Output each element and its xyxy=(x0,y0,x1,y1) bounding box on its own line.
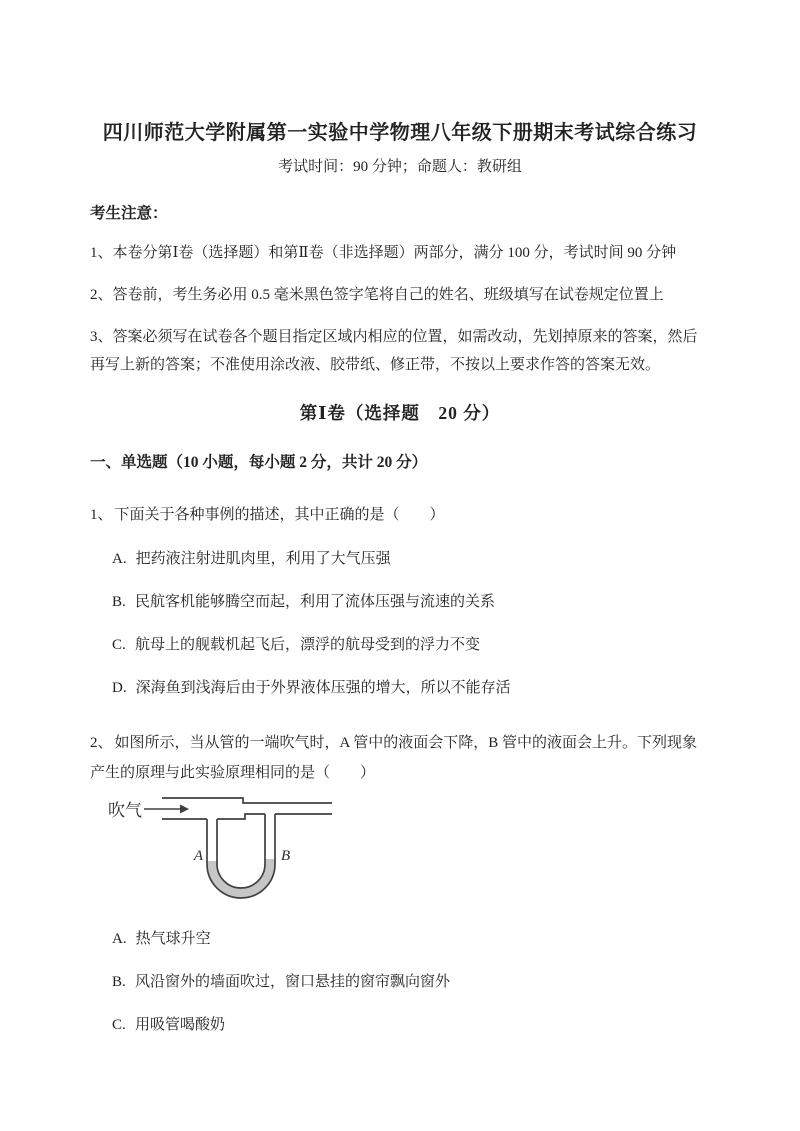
option-text: 航母上的舰载机起飞后，漂浮的航母受到的浮力不变 xyxy=(135,637,481,653)
question-2-number: 2、 xyxy=(90,735,113,751)
notice-heading: 考生注意： xyxy=(90,205,168,222)
question-1-option-d xyxy=(90,674,710,702)
question-1-option-a xyxy=(90,545,710,573)
option-text: 民航客机能够腾空而起，利用了流体压强与流速的关系 xyxy=(135,594,496,610)
option-text: 风沿窗外的墙面吹过，窗口悬挂的窗帘飘向窗外 xyxy=(135,974,451,990)
notice-item-2: 2、答卷前，考生务必用 0.5 毫米黑色签字笔将自己的姓名、班级填写在试卷规定位置上 xyxy=(90,287,664,303)
section-heading: 第Ⅰ卷（选择题 20 分） xyxy=(299,403,501,423)
question-2-text: 如图所示，当从管的一端吹气时，A 管中的液面会下降，B 管中的液面会上升。下列现象产生的原理与此实验原理相同的是（ ） xyxy=(90,735,698,781)
question-2-option-b xyxy=(90,968,710,996)
notice-item-3: 3、答案必须写在试卷各个题目指定区域内相应的位置，如需改动，先划掉原来的答案，然后再写上新的答案；不准使用涂改液、胶带纸、修正带，不按以上要求作答的答案无效。 xyxy=(90,329,698,373)
page-title: 四川师范大学附属第一实验中学物理八年级下册期末考试综合练习 xyxy=(102,122,698,144)
option-text: 热气球升空 xyxy=(135,931,211,947)
question-1-text: 下面关于各种事例的描述，其中正确的是（ ） xyxy=(114,507,445,523)
tube-a-label: A xyxy=(193,848,203,864)
subsection-heading: 一、单选题（10 小题，每小题 2 分，共计 20 分） xyxy=(90,454,428,471)
option-label: A. xyxy=(112,551,127,567)
question-1-number: 1、 xyxy=(90,507,113,523)
option-label: C. xyxy=(112,1017,126,1033)
option-label: D. xyxy=(112,680,127,696)
venturi-utube-diagram xyxy=(88,792,338,910)
option-text: 深海鱼到浅海后由于外界液体压强的增大，所以不能存活 xyxy=(135,680,511,696)
tube-b-label: B xyxy=(281,848,291,864)
airflow-arrow-icon xyxy=(144,805,189,814)
option-label: B. xyxy=(112,594,126,610)
notice-item-1: 1、本卷分第Ⅰ卷（选择题）和第Ⅱ卷（非选择题）两部分，满分 100 分，考试时间 90 分钟 xyxy=(90,245,677,261)
option-text: 用吸管喝酸奶 xyxy=(135,1017,226,1033)
blow-air-label: 吹气 xyxy=(108,801,142,820)
question-1-stem xyxy=(90,500,710,530)
question-2-option-c xyxy=(90,1011,710,1039)
option-label: B. xyxy=(112,974,126,990)
option-label: A. xyxy=(112,931,127,947)
question-2-option-a xyxy=(90,925,710,953)
option-text: 把药液注射进肌肉里，利用了大气压强 xyxy=(135,551,391,567)
option-label: C. xyxy=(112,637,126,653)
question-2-stem xyxy=(90,728,710,788)
question-1-option-c xyxy=(90,631,710,659)
question-2-figure xyxy=(88,792,710,915)
exam-meta: 考试时间：90 分钟；命题人：教研组 xyxy=(278,159,522,175)
question-1-option-b xyxy=(90,588,710,616)
